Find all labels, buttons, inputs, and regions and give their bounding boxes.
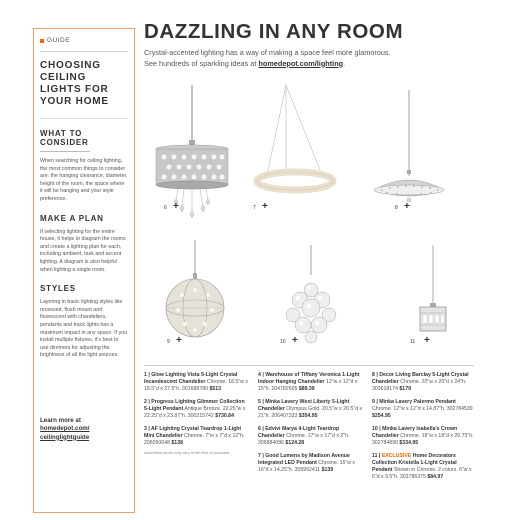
sidebar-title-line: CEILING	[40, 72, 87, 83]
product-detail: Olympus Gold. 20.5"w x 20.5"d x 21"h. 206407333	[258, 406, 363, 419]
page-title: DAZZLING IN ANY ROOM	[144, 20, 404, 43]
section-text-consider: When searching for ceiling lighting, the most common things to consider are: the hanging clearance, diameter, height of the room, the space where it will be hanging and your style preference.	[40, 158, 128, 202]
product-number: 9	[167, 339, 170, 345]
product-price: $730.84	[215, 413, 234, 419]
product-detail: Chrome. 17"w x 17"d x 2"h. 306884086	[258, 433, 350, 446]
section-heading-plan: MAKE A PLAN	[40, 213, 104, 223]
product-name: 2 | Progress Lighting Glimmer Collection 5-Light Pendant	[144, 399, 245, 412]
learn-more-link-2[interactable]: ceilinglightguide	[40, 433, 90, 441]
list-item	[258, 399, 363, 420]
guide-sidebar	[33, 28, 135, 513]
product-image-9[interactable]	[160, 240, 230, 350]
divider	[40, 151, 90, 152]
sidebar-title-line: CHOOSING	[40, 60, 101, 71]
product-price: $84.97	[427, 474, 444, 480]
product-price: $254.95	[372, 413, 391, 419]
crystal-cluster-icon	[275, 245, 345, 350]
product-image-10[interactable]	[275, 245, 345, 350]
guide-square-icon	[40, 39, 44, 43]
list-item	[144, 372, 249, 393]
crystal-bowl-icon	[372, 90, 472, 215]
product-number: 8	[395, 205, 398, 211]
product-detail: Chrome. 12"w x 12"d x 14.87"h. 302784539	[372, 406, 473, 412]
list-item	[372, 426, 476, 447]
product-detail: Chrome. 20"w x 20"d x 24"h. 303618174	[372, 379, 467, 392]
subtitle-line-1: Crystal-accented lighting has a way of making a space feel more glamorous.	[144, 48, 391, 57]
guide-tag	[40, 37, 128, 44]
product-number: 10	[280, 339, 286, 345]
add-icon[interactable]: +	[173, 201, 179, 212]
product-number: 7	[253, 205, 256, 211]
product-price: $124.28	[285, 440, 305, 446]
product-name: Home Decorators Collection Kristella 1-Light Crystal Pendant	[372, 453, 457, 473]
product-name: 7 | Good Lumens by Madison Avenue Integrated LED Pendant	[258, 453, 350, 466]
product-price: $89.39	[298, 386, 315, 392]
product-list-column-3	[372, 372, 476, 487]
add-icon[interactable]: +	[176, 335, 182, 346]
product-name: 8 | Decor Living Barclay 5-Light Crystal Chandelier	[372, 372, 469, 385]
sidebar-title-line: LIGHTS FOR	[40, 84, 109, 95]
drum-chandelier-icon	[150, 85, 240, 220]
section-text-styles: Layering in basic lighting styles like recessed, flush mount and fluorescent with chandeliers, pendants and track lights has a maximum impact in any space. If you install multiple fixtures, it's best to use dimmers for adjusting the brightness of all the light sources.	[40, 299, 128, 359]
product-detail: Chrome. 16"w x 16"d x 14.25"h. 309992411	[258, 460, 355, 473]
section-heading-styles: STYLES	[40, 284, 76, 294]
crystal-globe-icon	[160, 240, 230, 350]
product-number: 6	[164, 205, 167, 211]
sidebar-title-line: YOUR HOME	[40, 96, 109, 107]
product-price: $139	[321, 467, 334, 473]
add-icon[interactable]: +	[404, 201, 410, 212]
product-name: 5 | Minka Lavery West Liberty 5-Light Chandelier	[258, 399, 350, 412]
product-price: $138	[171, 440, 183, 446]
list-item	[258, 372, 363, 393]
lighting-link[interactable]: homedepot.com/lighting	[258, 58, 344, 68]
list-item	[372, 399, 476, 420]
product-image-7[interactable]	[252, 85, 342, 215]
list-item	[372, 372, 476, 393]
product-number-prefix: 11 |	[372, 453, 381, 459]
sidebar-title	[40, 60, 128, 108]
product-image-6[interactable]	[150, 85, 240, 220]
product-detail: Chrome. 7"w x 7"d x 12"h. 206050048	[144, 433, 245, 446]
crystal-pendant-icon	[408, 245, 458, 345]
learn-more-link-1[interactable]: homedepot.com/	[40, 425, 90, 432]
product-detail: 12"w x 12"d x 15"h. 204782605	[258, 379, 358, 392]
product-list-column-2	[258, 372, 363, 480]
list-item	[144, 399, 249, 420]
add-icon[interactable]: +	[424, 335, 430, 346]
section-text-plan: If selecting lighting for the entire house, it helps to diagram the rooms and create a lighting plan for each, including ambient, task and accent lighting. A diagram is also helpful when lighting a single room.	[40, 228, 126, 273]
product-price: $513	[209, 386, 221, 392]
product-name: 1 | Glow Lighting Vista 9-Light Crystal Incandescent Chandelier	[144, 372, 238, 385]
list-item	[258, 426, 363, 447]
product-name: 9 | Minka Lavery Palermo Pendant	[372, 399, 456, 405]
product-detail: Antique Bronze. 22.25"w x 22.25"d x 23.87"h. 300215742	[144, 406, 246, 419]
product-image-8[interactable]	[372, 90, 472, 215]
product-detail: Chrome. 18.5"w x 18.5"d x 27.5"h. 301688780	[144, 379, 248, 392]
product-name: 3 | AF Lighting Crystal Teardrop 1-Light Mini Chandelier	[144, 426, 242, 439]
list-item	[258, 453, 363, 474]
exclusive-badge: EXCLUSIVE	[381, 453, 412, 459]
product-detail: Shown in Chrome. 2 colors. 6"w x 6"d x 9.5"h. 303786375	[372, 467, 472, 480]
page-subtitle	[144, 48, 474, 69]
product-name: 6 | Edvivi Marya 4-Light Teardrop Chandelier	[258, 426, 340, 439]
add-icon[interactable]: +	[262, 201, 268, 212]
product-price: $354.95	[298, 413, 318, 419]
price-disclaimer: Advertised prices may vary at the time of purchase.	[144, 451, 231, 455]
product-price: $334.95	[399, 440, 419, 446]
subtitle-period: .	[343, 58, 346, 68]
subtitle-line-2: See hundreds of sparkling ideas at	[144, 58, 257, 68]
guide-label: GUIDE	[47, 37, 71, 44]
product-name: 10 | Minka Lavery Isabella's Crown Chandelier	[372, 426, 458, 439]
divider	[40, 118, 128, 119]
crystal-ring-icon	[252, 85, 342, 215]
add-icon[interactable]: +	[292, 335, 298, 346]
product-name: 4 | Warehouse of Tiffany Veronica 1-Light Indoor Hanging Chandelier	[258, 372, 360, 385]
section-heading-consider: WHAT TO CONSIDER	[40, 129, 89, 147]
product-list-column-1	[144, 372, 249, 455]
divider	[144, 365, 474, 366]
learn-more-label: Learn more at	[40, 416, 81, 424]
product-number: 11	[410, 339, 416, 345]
product-detail: Chrome. 18"w x 18"d x 20.75"h. 302784890	[372, 433, 474, 446]
learn-more	[40, 417, 90, 443]
product-price: $179	[399, 386, 411, 392]
divider	[40, 51, 128, 52]
list-item	[372, 453, 476, 481]
product-image-11[interactable]	[408, 245, 458, 345]
list-item	[144, 426, 249, 447]
